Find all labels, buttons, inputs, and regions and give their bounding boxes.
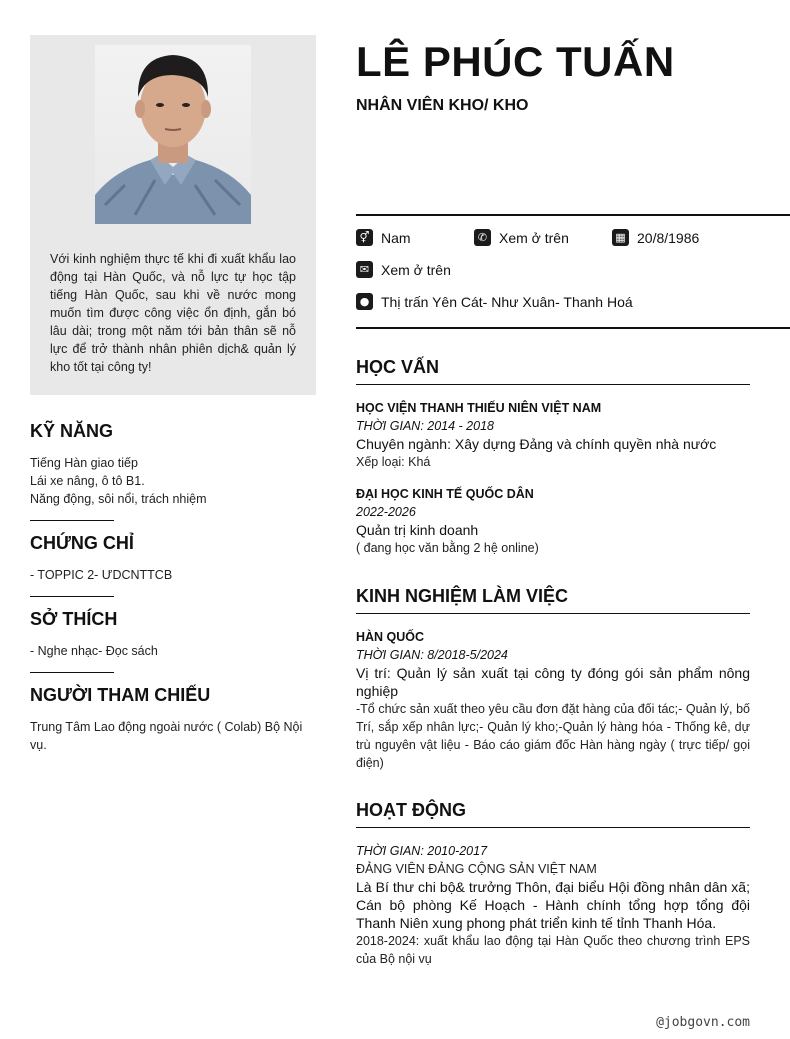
hobbies-heading: SỞ THÍCH: [30, 609, 118, 629]
references-text: Trung Tâm Lao động ngoài nước ( Colab) Bộ Nội vụ.: [30, 720, 303, 752]
job-title: NHÂN VIÊN KHO/ KHO: [356, 97, 529, 114]
experience-heading: KINH NGHIỆM LÀM VIỆC: [356, 586, 750, 614]
skills-section: [30, 421, 316, 521]
address-value: Thị trấn Yên Cát- Như Xuân- Thanh Hoá: [381, 293, 633, 310]
contact-address: [356, 293, 633, 310]
work-period: THỜI GIAN: 8/2018-5/2024: [356, 648, 508, 662]
email-value: Xem ở trên: [381, 261, 451, 278]
profile-panel: [30, 35, 316, 395]
certificates-section: [30, 533, 316, 597]
education-entry: [356, 485, 750, 557]
header-divider: [356, 214, 790, 216]
divider: [30, 520, 114, 521]
skill-item: Lái xe nâng, ô tô B1.: [30, 474, 145, 488]
skill-item: Năng động, sôi nổi, trách nhiệm: [30, 492, 207, 506]
certificates-text: - TOPPIC 2- ƯDCNTTCB: [30, 568, 173, 582]
grade: Xếp loại: Khá: [356, 455, 431, 469]
school-name: ĐẠI HỌC KINH TẾ QUỐC DÂN: [356, 487, 534, 501]
references-section: [30, 685, 316, 754]
candidate-name: LÊ PHÚC TUẤN: [356, 38, 675, 85]
references-heading: NGƯỜI THAM CHIẾU: [30, 685, 211, 705]
footer-watermark: @jobgovn.com: [656, 1015, 750, 1030]
study-note: ( đang học văn bằng 2 hệ online): [356, 541, 539, 555]
activity-description: Là Bí thư chi bộ& trưởng Thôn, đại biểu Hội đồng nhân dân xã; Cán bộ phòng Kế Hoạch - Hành chính tổng hợp tổng đội Thanh Niên xung phong phát triển kinh tế tỉnh Thanh Hóa.: [356, 879, 750, 931]
study-period: THỜI GIAN: 2014 - 2018: [356, 419, 494, 433]
phone-value: Xem ở trên: [499, 229, 569, 246]
person-silhouette-icon: [95, 45, 251, 224]
major: Chuyên ngành: Xây dựng Đảng và chính quyền nhà nước: [356, 436, 717, 452]
study-period: 2022-2026: [356, 505, 416, 519]
education-heading: HỌC VẤN: [356, 357, 750, 385]
hobbies-section: [30, 609, 316, 673]
profile-photo: [95, 45, 251, 224]
activities-section: [356, 800, 750, 968]
contact-gender: [356, 229, 411, 246]
company-name: HÀN QUỐC: [356, 630, 425, 644]
skill-item: Tiếng Hàn giao tiếp: [30, 456, 138, 470]
experience-section: [356, 586, 750, 772]
major: Quản trị kinh doanh: [356, 522, 479, 538]
phone-icon: ✆: [474, 229, 491, 246]
education-section: [356, 357, 750, 557]
divider: [30, 672, 114, 673]
contact-birthday: [612, 229, 699, 246]
activity-extra: 2018-2024: xuất khẩu lao động tại Hàn Quốc theo chương trình EPS của Bộ nội vụ: [356, 934, 750, 966]
calendar-icon: ▦: [612, 229, 629, 246]
hobbies-text: - Nghe nhạc- Đọc sách: [30, 644, 158, 658]
contact-divider: [356, 327, 790, 329]
contact-email: [356, 261, 451, 278]
gender-icon: ⚥: [356, 229, 373, 246]
school-name: HỌC VIỆN THANH THIẾU NIÊN VIỆT NAM: [356, 401, 602, 415]
activity-period: THỜI GIAN: 2010-2017: [356, 844, 488, 858]
location-icon: ●: [356, 293, 373, 310]
position: Vị trí: Quản lý sản xuất tại công ty đóng gói sản phẩm nông nghiệp: [356, 665, 750, 699]
work-details: -Tổ chức sản xuất theo yêu cầu đơn đặt hàng của đối tác;- Quản lý, bố Trí, sắp xếp nhân lực;- Quản lý kho;-Quản lý hàng hóa - Thống kê, dự trù nguyên vật liệu - Báo cáo giám đốc Hàn hàng ngày ( trực tiếp/ gọi điện): [356, 702, 750, 770]
activities-heading: HOẠT ĐỘNG: [356, 800, 750, 828]
skills-list: [30, 454, 316, 508]
divider: [30, 596, 114, 597]
certificates-heading: CHỨNG CHỈ: [30, 533, 134, 553]
birthday-value: 20/8/1986: [637, 229, 700, 246]
gender-value: Nam: [381, 229, 411, 246]
education-entry: [356, 399, 750, 471]
profile-summary: Với kinh nghiệm thực tế khi đi xuất khẩu lao động tại Hàn Quốc, và nỗ lực tự học tập tiếng Hàn Quốc, sau khi về nước mong muốn tìm được công việc ổn định, gắn bó lâu dài; trong một năm tới bản thân sẽ nỗ lực để trở thành nhân phiên dịch& quản lý kho tốt tại công ty!: [50, 252, 296, 374]
activity-org: ĐẢNG VIÊN ĐẢNG CỘNG SẢN VIỆT NAM: [356, 862, 597, 876]
email-icon: ✉: [356, 261, 373, 278]
skills-heading: KỸ NĂNG: [30, 421, 114, 441]
contact-phone: [474, 229, 569, 246]
